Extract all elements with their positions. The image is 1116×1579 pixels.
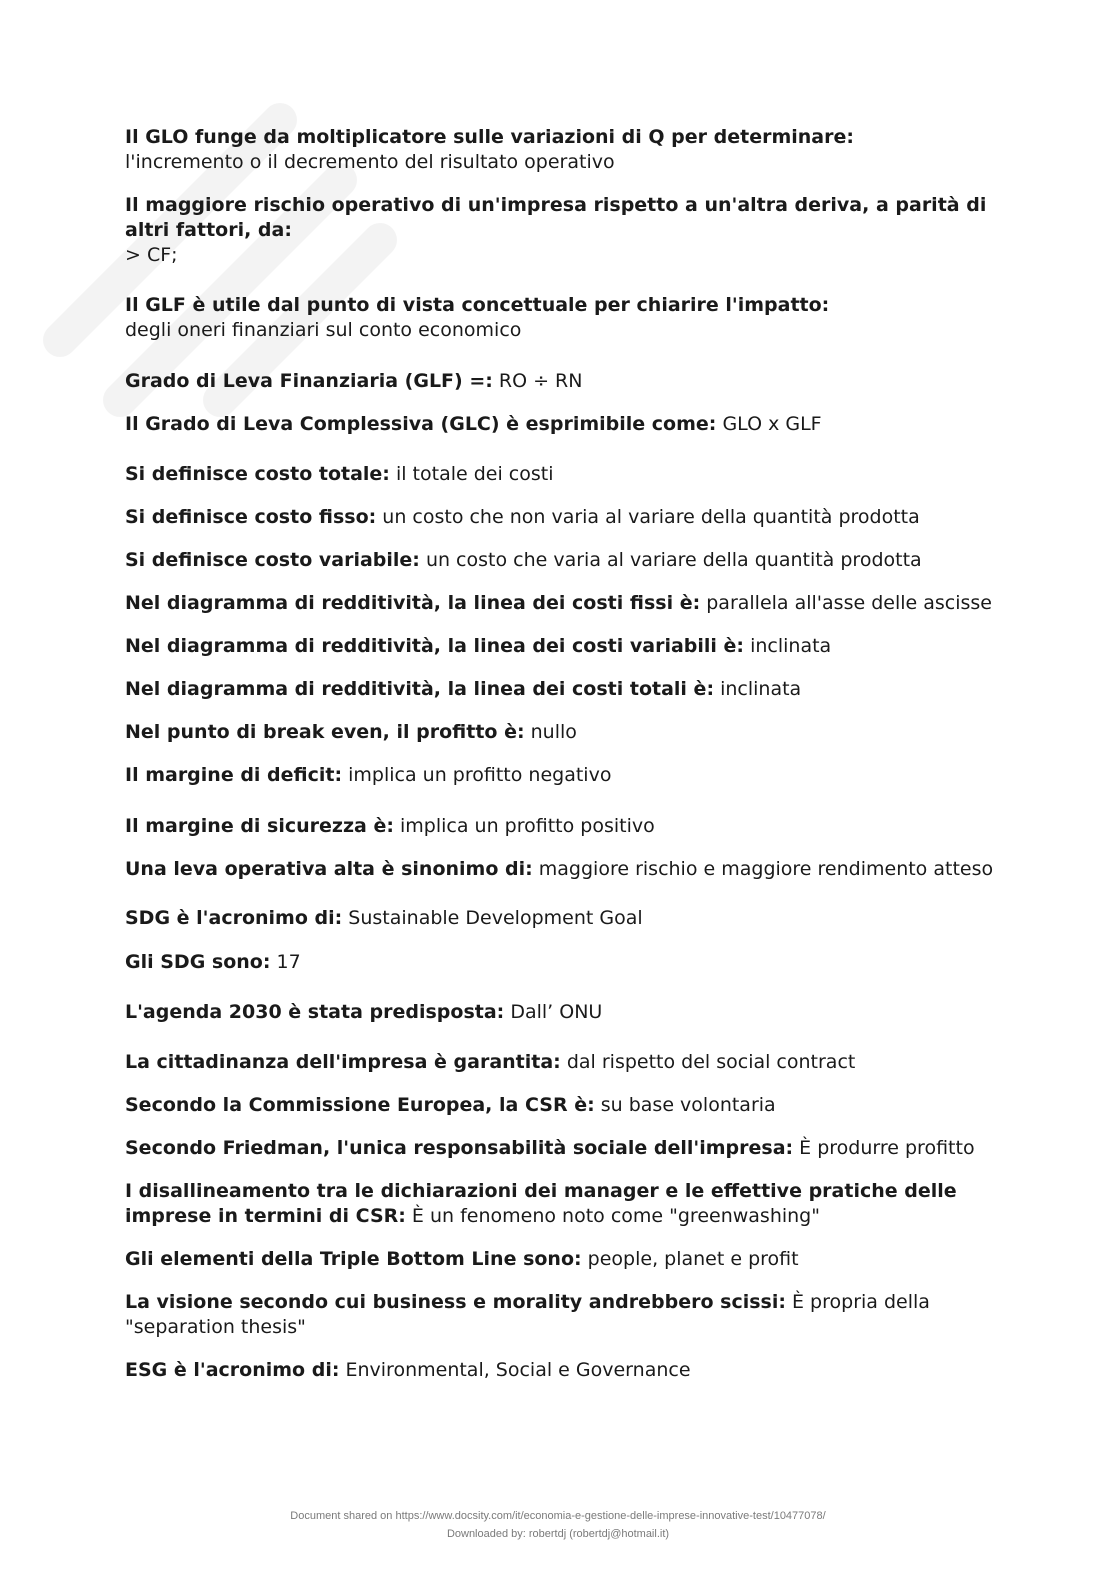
qa-item bbox=[125, 857, 993, 882]
qa-item bbox=[125, 1358, 691, 1383]
qa-item bbox=[125, 193, 995, 268]
question: Il GLF è utile dal punto di vista concettuale per chiarire l'impatto: bbox=[125, 294, 830, 316]
answer: È un fenomeno noto come "greenwashing" bbox=[411, 1205, 820, 1227]
question: Il Grado di Leva Complessiva (GLC) è esprimibile come: bbox=[125, 413, 717, 435]
answer: inclinata bbox=[750, 635, 832, 657]
question: Il maggiore rischio operativo di un'impresa rispetto a un'altra deriva, a parità di altri fattori, da: bbox=[125, 194, 987, 241]
answer: l'incremento o il decremento del risultato operativo bbox=[125, 151, 615, 173]
question: L'agenda 2030 è stata predisposta: bbox=[125, 1001, 505, 1023]
answer: people, planet e profit bbox=[587, 1248, 799, 1270]
qa-item bbox=[125, 1179, 995, 1229]
question: Secondo Friedman, l'unica responsabilità sociale dell'impresa: bbox=[125, 1137, 794, 1159]
answer: È propria della "separation thesis" bbox=[125, 1291, 930, 1338]
question: Il margine di deficit: bbox=[125, 764, 343, 786]
qa-item bbox=[125, 720, 577, 745]
qa-item bbox=[125, 1050, 855, 1075]
question: La visione secondo cui business e morality andrebbero scissi: bbox=[125, 1291, 786, 1313]
qa-item bbox=[125, 814, 655, 839]
qa-item bbox=[125, 591, 992, 616]
question: Si definisce costo totale: bbox=[125, 463, 390, 485]
answer: Sustainable Development Goal bbox=[348, 907, 643, 929]
answer: RO ÷ RN bbox=[498, 370, 583, 392]
qa-item bbox=[125, 677, 801, 702]
question: La cittadinanza dell'impresa è garantita: bbox=[125, 1051, 561, 1073]
qa-item bbox=[125, 548, 922, 573]
answer: È produrre profitto bbox=[799, 1137, 975, 1159]
question: Una leva operativa alta è sinonimo di: bbox=[125, 858, 533, 880]
qa-item bbox=[125, 1290, 995, 1340]
footer-downloaded: Downloaded by: robertdj (robertdj@hotmail.it) bbox=[446, 1528, 670, 1540]
question: I disallineamento tra le dichiarazioni dei manager e le effettive pratiche delle imprese in termini di CSR: bbox=[125, 1180, 957, 1227]
question: Nel diagramma di redditività, la linea dei costi totali è: bbox=[125, 678, 715, 700]
answer: su base volontaria bbox=[600, 1094, 776, 1116]
question: ESG è l'acronimo di: bbox=[125, 1359, 340, 1381]
qa-item bbox=[125, 293, 829, 343]
qa-item bbox=[125, 763, 611, 788]
qa-item bbox=[125, 1093, 776, 1118]
question: Nel diagramma di redditività, la linea dei costi fissi è: bbox=[125, 592, 701, 614]
qa-item bbox=[125, 462, 554, 487]
qa-item bbox=[125, 369, 582, 394]
question: Grado di Leva Finanziaria (GLF) =: bbox=[125, 370, 493, 392]
answer: Dall’ ONU bbox=[510, 1001, 603, 1023]
question: Gli elementi della Triple Bottom Line sono: bbox=[125, 1248, 582, 1270]
qa-item bbox=[125, 125, 854, 175]
qa-item bbox=[125, 950, 301, 975]
footer-shared: Document shared on https://www.docsity.com/it/economia-e-gestione-delle-imprese-innovative-test/10477078/ bbox=[290, 1510, 826, 1522]
question: Il margine di sicurezza è: bbox=[125, 815, 394, 837]
question: Nel diagramma di redditività, la linea dei costi variabili è: bbox=[125, 635, 745, 657]
question: Gli SDG sono: bbox=[125, 951, 271, 973]
answer: degli oneri finanziari sul conto economico bbox=[125, 319, 522, 341]
qa-item bbox=[125, 412, 822, 437]
question: Si definisce costo variabile: bbox=[125, 549, 420, 571]
answer: dal rispetto del social contract bbox=[566, 1051, 856, 1073]
answer: GLO x GLF bbox=[722, 413, 822, 435]
question: Si definisce costo fisso: bbox=[125, 506, 377, 528]
answer: inclinata bbox=[720, 678, 802, 700]
answer: un costo che varia al variare della quantità prodotta bbox=[425, 549, 922, 571]
question: Secondo la Commissione Europea, la CSR è: bbox=[125, 1094, 595, 1116]
answer: un costo che non varia al variare della quantità prodotta bbox=[382, 506, 920, 528]
answer: Environmental, Social e Governance bbox=[345, 1359, 691, 1381]
answer: implica un profitto positivo bbox=[400, 815, 655, 837]
answer: nullo bbox=[530, 721, 577, 743]
question: SDG è l'acronimo di: bbox=[125, 907, 343, 929]
question: Il GLO funge da moltiplicatore sulle variazioni di Q per determinare: bbox=[125, 126, 854, 148]
qa-item bbox=[125, 1136, 975, 1161]
question: Nel punto di break even, il profitto è: bbox=[125, 721, 525, 743]
qa-item bbox=[125, 1000, 602, 1025]
answer: il totale dei costi bbox=[395, 463, 554, 485]
qa-item bbox=[125, 1247, 799, 1272]
answer: maggiore rischio e maggiore rendimento atteso bbox=[538, 858, 994, 880]
answer: 17 bbox=[276, 951, 301, 973]
answer: > CF; bbox=[125, 244, 178, 266]
qa-item bbox=[125, 505, 920, 530]
qa-item bbox=[125, 634, 831, 659]
answer: implica un profitto negativo bbox=[348, 764, 612, 786]
answer: parallela all'asse delle ascisse bbox=[706, 592, 992, 614]
qa-item bbox=[125, 906, 643, 931]
